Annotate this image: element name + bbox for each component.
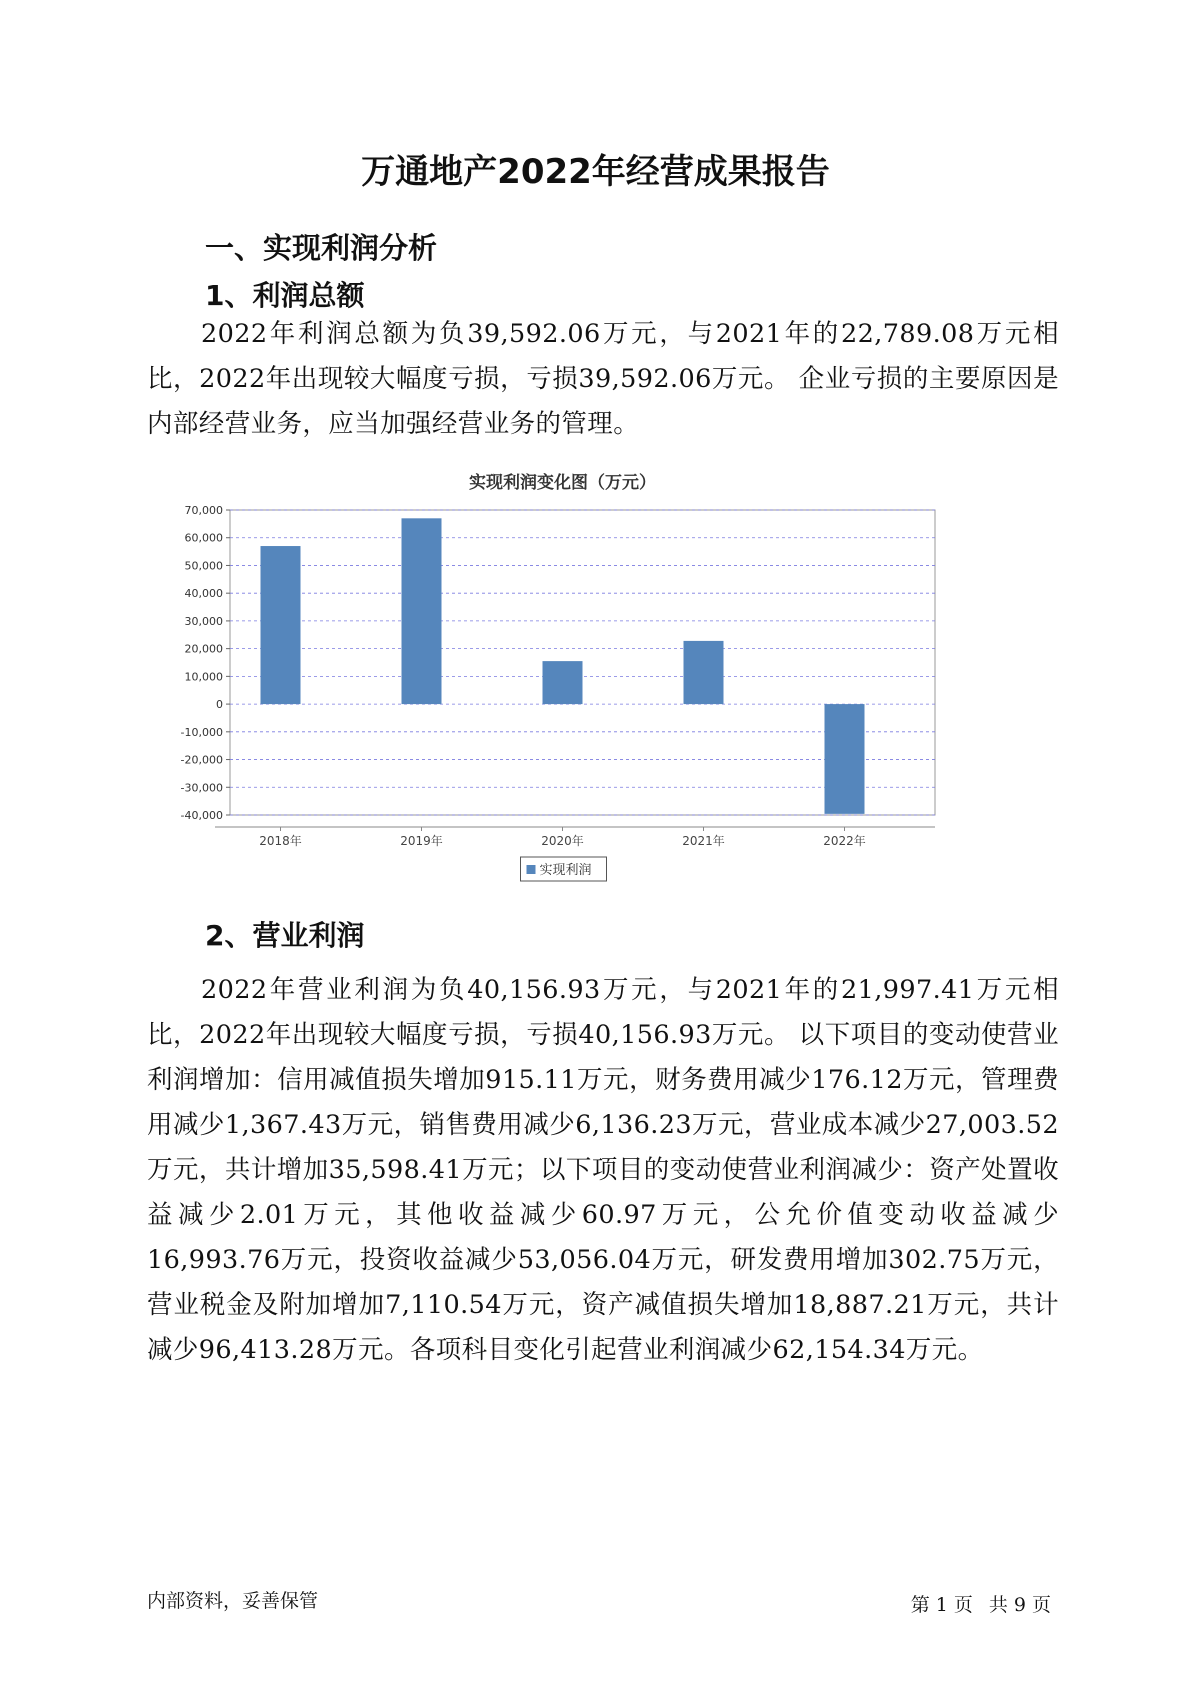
y-tick-label: 40,000 bbox=[184, 587, 223, 601]
y-tick-label: 30,000 bbox=[184, 614, 223, 628]
page-number: 1 bbox=[935, 1594, 948, 1616]
page-label-mid: 页 bbox=[953, 1594, 973, 1616]
total-pages: 9 bbox=[1013, 1594, 1026, 1616]
y-tick-label: -40,000 bbox=[180, 809, 223, 822]
page-label-prefix: 第 bbox=[910, 1594, 930, 1616]
section-heading: 一、实现利润分析 bbox=[205, 231, 438, 265]
chart-title: 实现利润变化图（万元） bbox=[469, 473, 656, 493]
bar-2019年 bbox=[402, 518, 442, 704]
footer-confidential-note: 内部资料，妥善保管 bbox=[147, 1590, 319, 1612]
bar-2020年 bbox=[543, 661, 583, 704]
total-prefix: 共 bbox=[988, 1594, 1008, 1616]
y-tick-label: -10,000 bbox=[180, 725, 223, 739]
x-tick-label: 2019年 bbox=[400, 834, 443, 848]
paragraph-operating-profit: 2022年营业利润为负40,156.93万元，与2021年的21,997.41万元相比，2022年出现较大幅度亏损，亏损40,156.93万元。 以下项目的变动使营业利润增加：信用减值损失增加915.11万元，财务费用减少176.12万元，管理费用减少1,367.43万元，销售费用减少6,136.23万元，营业成本减少27,003.52万元，共计增加35,598.41万元；以下项目的变动使营业利润减少：资产处置收益减少2.01万元，其他收益减少60.97万元，公允价值变动收益减少16,993.76万元，投资收益减少53,056.04万元，研发费用增加302.75万元，营业税金及附加增加7,110.54万元，资产减值损失增加18,887.21万元，共计减少96,413.28万元。各项科目变化引起营业利润减少62,154.34万元。 bbox=[147, 975, 1059, 1365]
footer-page-indicator bbox=[908, 1590, 1054, 1617]
total-suffix: 页 bbox=[1031, 1594, 1051, 1616]
bar-2021年 bbox=[684, 641, 724, 704]
x-tick-label: 2020年 bbox=[541, 834, 584, 848]
y-tick-label: 50,000 bbox=[184, 559, 223, 573]
x-tick-label: 2022年 bbox=[823, 834, 866, 848]
y-tick-label: -30,000 bbox=[180, 781, 223, 795]
page-title: 万通地产2022年经营成果报告 bbox=[361, 152, 830, 192]
bar-2018年 bbox=[261, 546, 301, 704]
subsection-heading-profit-total: 1、利润总额 bbox=[205, 279, 365, 312]
profit-chart-svg bbox=[160, 462, 1030, 962]
y-tick-label: -20,000 bbox=[180, 753, 223, 767]
legend-swatch bbox=[527, 865, 536, 874]
paragraph-profit-total: 2022年利润总额为负39,592.06万元，与2021年的22,789.08万元相比，2022年出现较大幅度亏损，亏损39,592.06万元。 企业亏损的主要原因是内部经营业务，应当加强经营业务的管理。 bbox=[147, 319, 1059, 439]
x-tick-label: 2018年 bbox=[259, 834, 302, 848]
legend-label: 实现利润 bbox=[539, 863, 592, 878]
y-tick-label: 70,000 bbox=[184, 504, 223, 517]
y-tick-label: 60,000 bbox=[184, 531, 223, 545]
y-tick-label: 0 bbox=[216, 698, 223, 712]
subsection-heading-operating-profit: 2、营业利润 bbox=[205, 919, 365, 952]
profit-chart bbox=[160, 462, 1030, 962]
x-tick-label: 2021年 bbox=[682, 834, 725, 848]
y-tick-label: 20,000 bbox=[184, 642, 223, 656]
y-tick-label: 10,000 bbox=[184, 670, 223, 684]
bar-2022年 bbox=[825, 704, 865, 814]
